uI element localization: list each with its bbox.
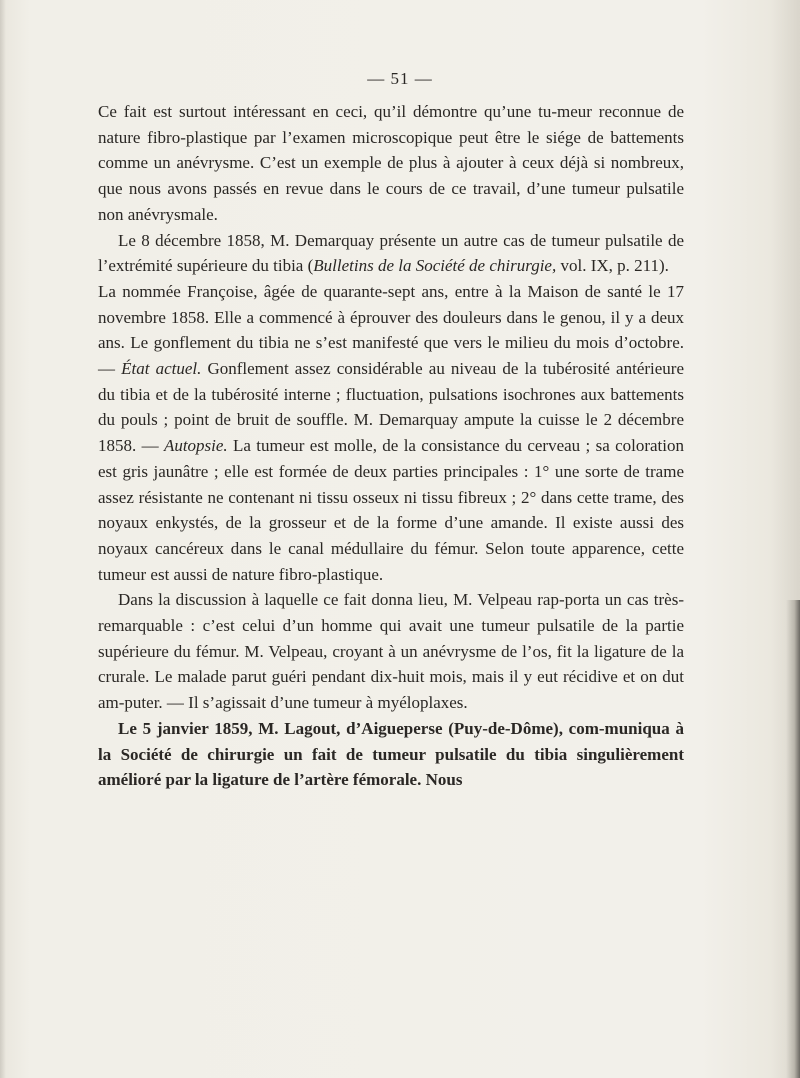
page-right-binding-shadow <box>786 600 800 1078</box>
paragraph-2-text-before: Le 8 décembre 1858, M. Demarquay présente un autre cas de tumeur pulsatile de l’extrémité supérieure du tibia ( <box>98 230 684 276</box>
paragraph-3-autopsie: Autopsie. <box>163 436 228 456</box>
paragraph-2 <box>98 228 684 279</box>
paragraph-2-citation: Bulletins de la Société de chirurgie, <box>313 256 557 276</box>
body-text <box>98 99 684 793</box>
paragraph-4: Dans la discussion à laquelle ce fait donna lieu, M. Velpeau rap-porta un cas très-remarquable : c’est celui d’un homme qui avait une tumeur pulsatile de la partie supérieure du fémur. M. Velpeau, croyant à un anévrysme de l’os, fit la ligature de la crurale. Le malade parut guéri pendant dix-huit mois, mais il y eut récidive et on dut am-puter. — Il s’agissait d’une tumeur à myéloplaxes. <box>98 590 684 713</box>
page-left-shadow <box>0 0 6 1078</box>
paragraph-1: Ce fait est surtout intéressant en ceci, qu’il démontre qu’une tu-meur reconnue de nature fibro-plastique par l’examen microscopique peut être le siége de battements comme un anévrysme. C’est un exemple de plus à ajouter à ceux déjà si nombreux, que nous avons passés en revue dans le cours de ce travail, d’une tumeur pulsatile non anévrysmale. <box>98 102 684 224</box>
paragraph-3-text-after: La tumeur est molle, de la consistance du cerveau ; sa coloration est gris jaunâtre ; elle est formée de deux parties principales : 1° une sorte de trame assez résistante ne contenant ni tissu osseux ni tissu fibreux ; 2° dans cette trame, des noyaux enkystés, de la grosseur et de la forme d’une amande. Il existe aussi des noyaux cancéreux dans le canal médullaire du fémur. Selon toute apparence, cette tumeur est aussi de nature fibro-plastique. <box>98 436 684 584</box>
paragraph-3-text-before: La nommée Françoise, âgée de quarante-sept ans, entre à la Maison de santé le 17 novembre 1858. Elle a commencé à éprouver des douleurs dans le genou, il y a deux ans. Le gonflement du tibia ne s’est manifesté que vers le milieu du mois d’octobre. — <box>98 281 684 379</box>
paragraph-3-text-middle: Gonflement assez considérable au niveau de la tubérosité antérieure du tibia et de la tubérosité interne ; fluctuation, pulsations isochrones aux battements du pouls ; point de bruit de souffle. M. Demarquay ampute la cuisse le 2 décembre 1858. — <box>98 359 685 456</box>
paragraph-5: Le 5 janvier 1859, M. Lagout, d’Aigueperse (Puy-de-Dôme), com-muniqua à la Société de chirurgie un fait de tumeur pulsatile du tibia singulièrement amélioré par la ligature de l’artère fémorale. Nous <box>98 718 684 790</box>
paragraph-2-text-after: vol. IX, p. 211). <box>556 256 669 276</box>
paragraph-3 <box>98 279 684 587</box>
page-number: — 51 — <box>367 69 433 88</box>
paragraph-3-etat-actuel: État actuel. <box>121 359 202 379</box>
